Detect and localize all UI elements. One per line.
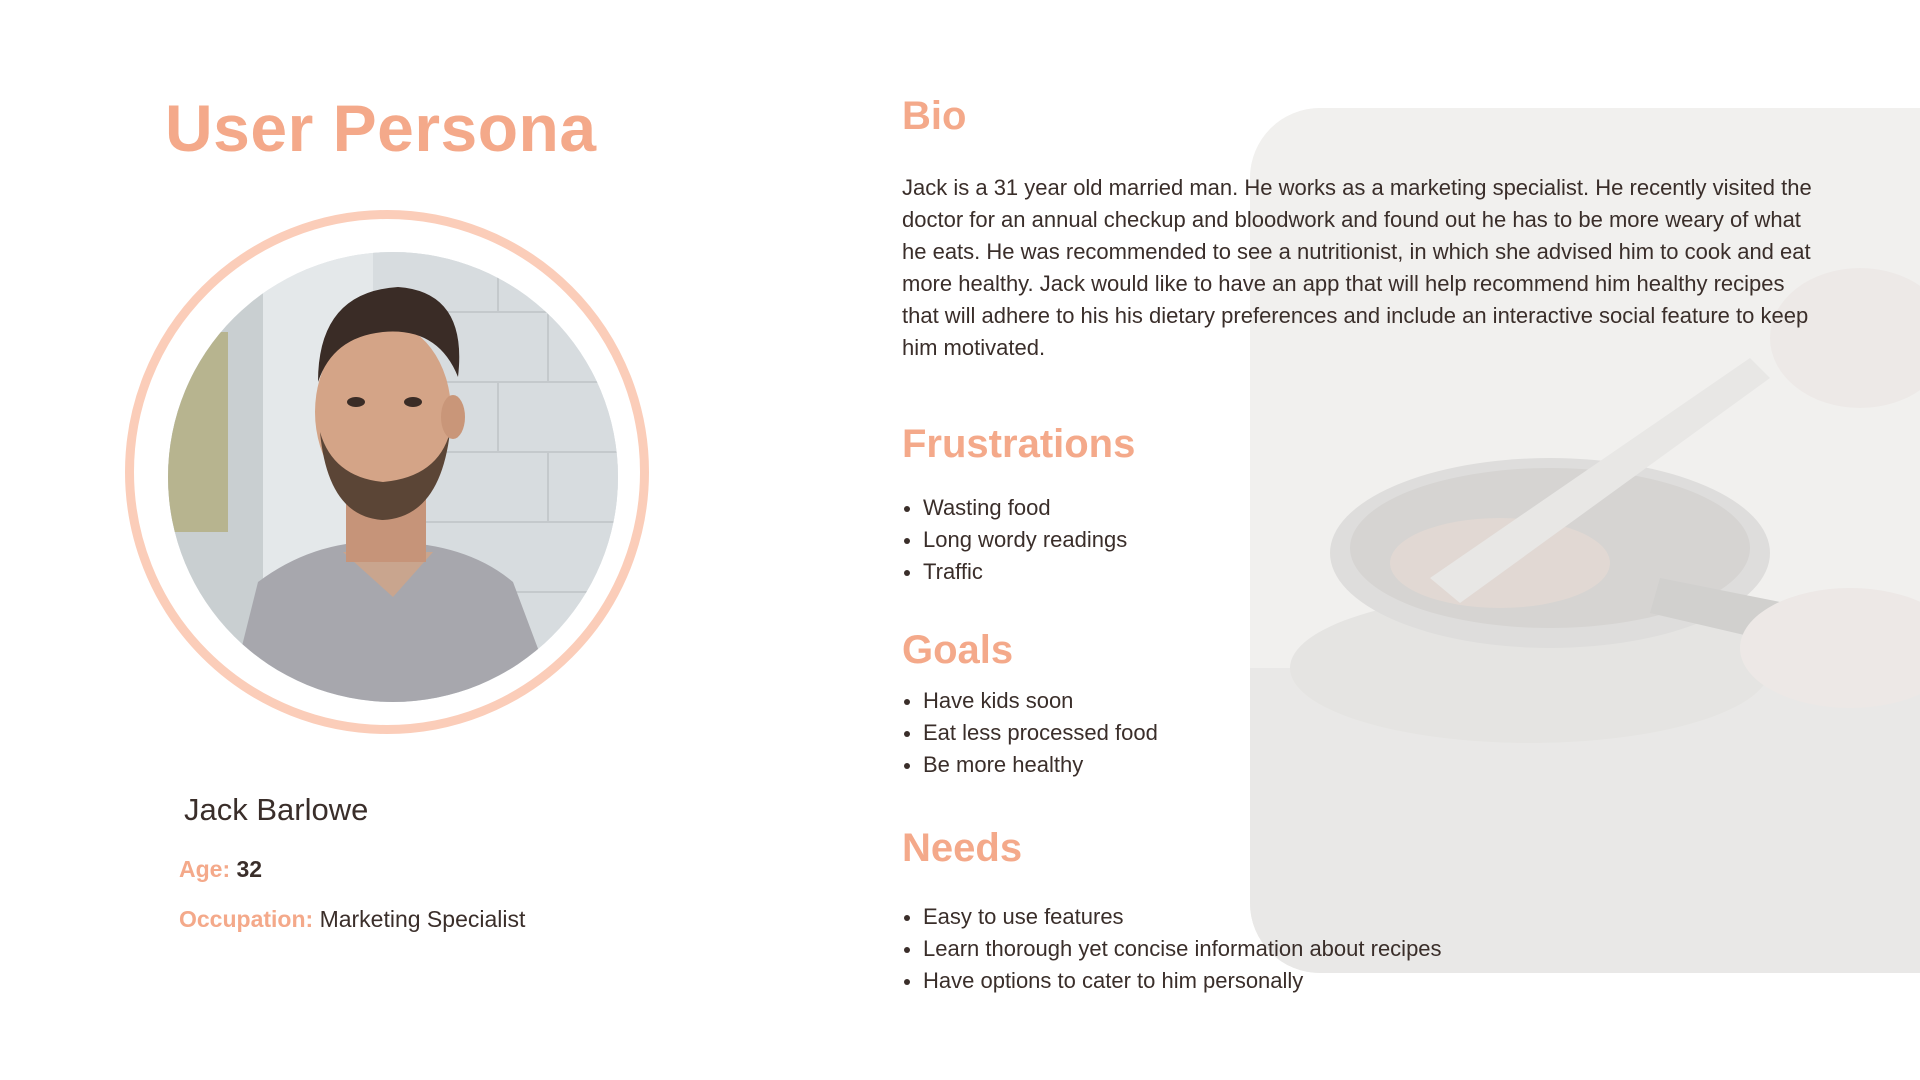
bio-heading: Bio <box>902 94 967 138</box>
needs-heading: Needs <box>902 826 1023 870</box>
list-item: Eat less processed food <box>902 717 1158 749</box>
occupation-value: Marketing Specialist <box>319 906 526 932</box>
bio-text: Jack is a 31 year old married man. He works as a marketing specialist. He recently visited the doctor for an annual checkup and bloodwork and found out he has to be more weary of what he eats. He was recommended to see a nutritionist, in which she advised him to cook and eat more healthy. Jack would like to have an app that will help recommend him healthy recipes that will adhere to his his dietary preferences and include an interactive social feature to keep him motivated. <box>902 175 1812 360</box>
frustrations-list <box>902 492 1127 588</box>
list-item: Wasting food <box>902 492 1127 524</box>
age-label: Age: <box>179 856 231 882</box>
needs-list <box>902 901 1442 997</box>
occupation-label: Occupation: <box>179 906 314 932</box>
list-item: Have kids soon <box>902 685 1158 717</box>
avatar <box>168 252 618 702</box>
persona-name: Jack Barlowe <box>184 792 369 827</box>
occupation-field <box>179 906 525 933</box>
list-item: Traffic <box>902 556 1127 588</box>
age-value: 32 <box>236 856 263 882</box>
list-item: Have options to cater to him personally <box>902 965 1442 997</box>
goals-list <box>902 685 1158 781</box>
frustrations-heading: Frustrations <box>902 422 1136 466</box>
list-item: Long wordy readings <box>902 524 1127 556</box>
goals-heading: Goals <box>902 628 1014 672</box>
page-title: User Persona <box>165 91 597 165</box>
list-item: Be more healthy <box>902 749 1158 781</box>
list-item: Learn thorough yet concise information about recipes <box>902 933 1442 965</box>
age-field <box>179 856 262 883</box>
persona-photo <box>168 252 618 702</box>
list-item: Easy to use features <box>902 901 1442 933</box>
